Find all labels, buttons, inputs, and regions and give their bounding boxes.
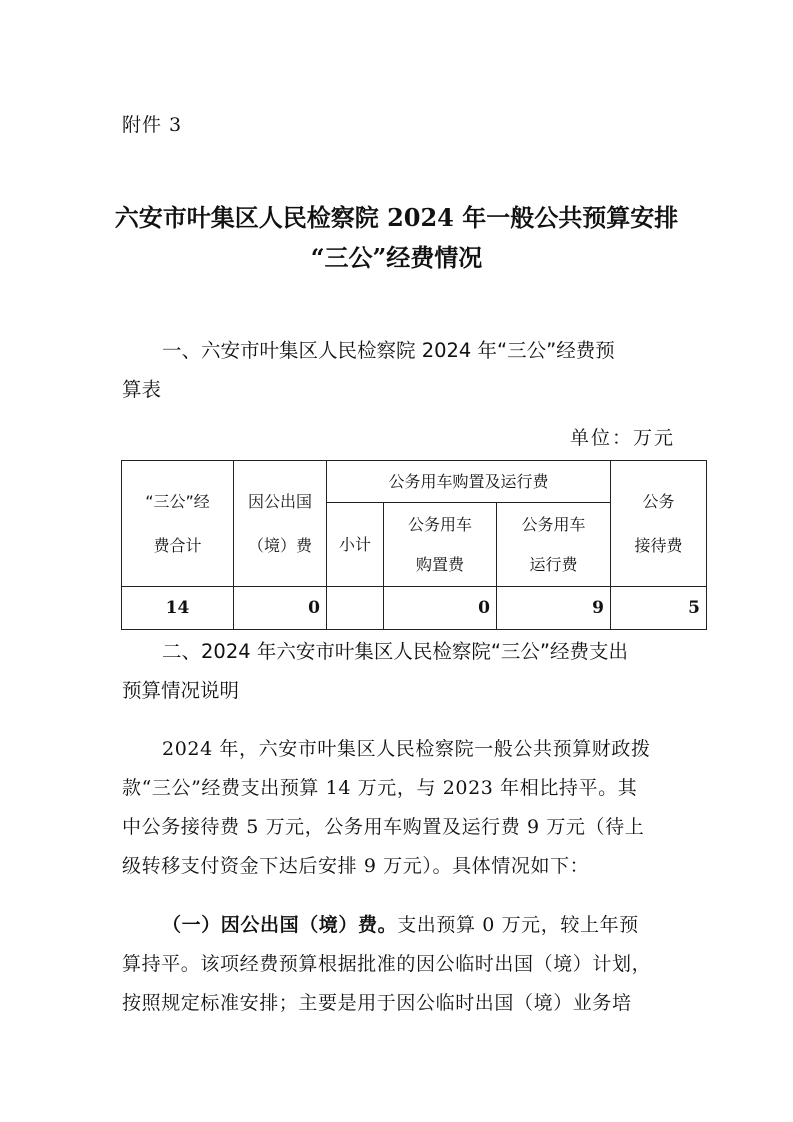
header-subtotal: 小计 [327, 503, 384, 587]
paragraph1-line2: 款“三公”经费支出预算 14 万元，与 2023 年相比持平。其 [122, 777, 638, 799]
document-title-line2: “三公”经费情况 [310, 243, 483, 272]
header-operation [497, 503, 611, 587]
header-reception-line1: 公务 [642, 491, 675, 511]
value-reception: 5 [611, 587, 707, 630]
header-vehicle-group: 公务用车购置及运行费 [327, 461, 611, 503]
header-abroad [234, 461, 327, 587]
section2-heading-line1: 二、2024 年六安市叶集区人民检察院“三公”经费支出 [162, 640, 629, 663]
header-abroad-line2: （境）费 [247, 535, 312, 555]
paragraph2-heading: （一）因公出国（境）费。 [162, 914, 398, 936]
header-reception [611, 461, 707, 587]
section1-heading-line1: 一、六安市叶集区人民检察院 2024 年“三公”经费预 [162, 339, 615, 362]
value-abroad: 0 [234, 587, 327, 630]
header-operation-line2: 运行费 [529, 554, 578, 574]
header-purchase-line1: 公务用车 [407, 514, 472, 534]
unit-label: 单位：万元 [569, 427, 675, 449]
value-total: 14 [122, 587, 234, 630]
document-title-line1: 六安市叶集区人民检察院 2024 年一般公共预算安排 [114, 203, 679, 232]
paragraph2-line3: 按照规定标准安排；主要是用于因公临时出国（境）业务培 [122, 992, 632, 1014]
header-total [122, 461, 234, 587]
header-total-line1: “三公”经 [145, 491, 210, 511]
paragraph1-line4: 级转移支付资金下达后安排 9 万元）。具体情况如下： [122, 855, 590, 877]
header-total-line2: 费合计 [153, 535, 202, 555]
paragraph1-line3: 中公务接待费 5 万元，公务用车购置及运行费 9 万元（待上 [122, 816, 645, 838]
section1-heading-line2: 算表 [122, 378, 162, 401]
attachment-label: 附件 3 [122, 114, 183, 136]
paragraph2-line2: 算持平。该项经费预算根据批准的因公临时出国（境）计划， [122, 953, 652, 975]
value-purchase: 0 [384, 587, 497, 630]
value-subtotal [327, 587, 384, 630]
paragraph2-line1 [162, 906, 722, 945]
section2-heading-line2: 预算情况说明 [122, 679, 240, 702]
value-operation: 9 [497, 587, 611, 630]
header-purchase [384, 503, 497, 587]
header-purchase-line2: 购置费 [415, 554, 464, 574]
header-operation-line1: 公务用车 [521, 514, 586, 534]
paragraph2-line1-text: 支出预算 0 万元，较上年预 [397, 914, 639, 936]
three-public-budget-table [121, 460, 707, 630]
table-row [122, 587, 707, 630]
table-header-row-1 [122, 461, 707, 503]
paragraph1-line1: 2024 年，六安市叶集区人民检察院一般公共预算财政拨 [162, 738, 651, 760]
header-reception-line2: 接待费 [634, 535, 683, 555]
header-abroad-line1: 因公出国 [247, 491, 312, 511]
